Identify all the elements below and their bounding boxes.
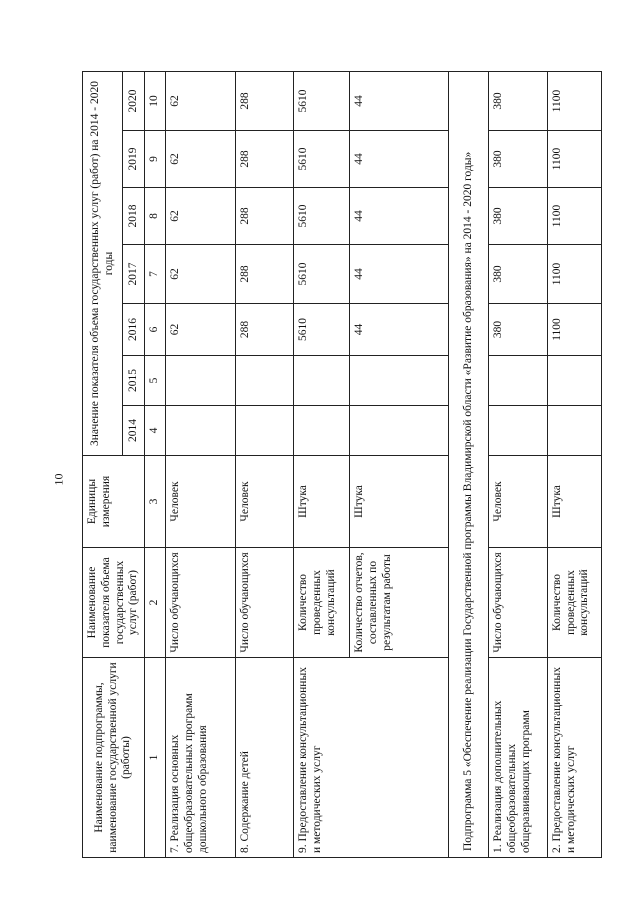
value-cell: 288 — [235, 72, 293, 131]
value-cell: 62 — [165, 131, 235, 188]
value-cell: 288 — [235, 188, 293, 245]
value-cell: 44 — [350, 131, 449, 188]
indicator-name: Количество проведенных консультаций — [547, 548, 601, 658]
value-cell: 62 — [165, 245, 235, 304]
indicator-name: Число обучающихся — [165, 548, 235, 658]
header-indicator: Наименование показателя объема государственных услуг (работ) — [83, 548, 145, 658]
col-number: 9 — [145, 131, 166, 188]
services-volume-table — [82, 71, 602, 858]
value-cell: 380 — [489, 131, 547, 188]
col-number: 5 — [145, 356, 166, 406]
value-cell — [165, 356, 235, 406]
value-cell: 380 — [489, 72, 547, 131]
page-number: 10 — [51, 473, 66, 486]
value-cell: 1100 — [547, 245, 601, 304]
value-cell: 1100 — [547, 188, 601, 245]
value-cell: 380 — [489, 304, 547, 356]
header-year: 2016 — [123, 304, 145, 356]
value-cell — [547, 406, 601, 456]
table-row — [294, 72, 350, 858]
header-unit: Единицы измерения — [83, 456, 145, 548]
value-cell: 1100 — [547, 304, 601, 356]
value-cell — [294, 356, 350, 406]
unit: Человек — [165, 456, 235, 548]
header-name: Наименование подпрограммы, наименование государственной услуги (работы) — [83, 658, 145, 858]
subprogram-title: Подпрограмма 5 «Обеспечение реализации Государственной программы Владимирской области «Развитие образования» на 2014 - 2020 годы» — [448, 72, 488, 858]
value-cell — [294, 406, 350, 456]
value-cell — [489, 406, 547, 456]
unit: Человек — [235, 456, 293, 548]
value-cell: 288 — [235, 304, 293, 356]
col-number: 7 — [145, 245, 166, 304]
value-cell: 1100 — [547, 131, 601, 188]
value-cell: 62 — [165, 188, 235, 245]
indicator-name: Количество проведенных консультаций — [294, 548, 350, 658]
value-cell: 44 — [350, 72, 449, 131]
table-row — [489, 72, 547, 858]
value-cell: 44 — [350, 188, 449, 245]
service-name: 8. Содержание детей — [235, 658, 293, 858]
unit: Штука — [294, 456, 350, 548]
col-number: 1 — [145, 658, 166, 858]
value-cell: 288 — [235, 131, 293, 188]
value-cell — [165, 406, 235, 456]
value-cell — [235, 406, 293, 456]
value-cell: 380 — [489, 245, 547, 304]
value-cell: 5610 — [294, 72, 350, 131]
header-year: 2018 — [123, 188, 145, 245]
col-number: 2 — [145, 548, 166, 658]
value-cell: 62 — [165, 72, 235, 131]
value-cell: 5610 — [294, 304, 350, 356]
value-cell: 1100 — [547, 72, 601, 131]
header-values-group: Значение показателя объема государственных услуг (работ) на 2014 - 2020 годы — [83, 72, 123, 456]
col-number: 3 — [145, 456, 166, 548]
value-cell: 5610 — [294, 245, 350, 304]
header-year: 2017 — [123, 245, 145, 304]
header-year: 2019 — [123, 131, 145, 188]
value-cell: 380 — [489, 188, 547, 245]
service-name: 2. Предоставление консультационных и методических услуг — [547, 658, 601, 858]
unit: Штука — [350, 456, 449, 548]
value-cell — [350, 356, 449, 406]
value-cell — [547, 356, 601, 406]
subprogram-row — [448, 72, 488, 858]
unit: Человек — [489, 456, 547, 548]
value-cell: 5610 — [294, 188, 350, 245]
value-cell — [489, 356, 547, 406]
table-row — [547, 72, 601, 858]
value-cell — [350, 406, 449, 456]
service-name: 9. Предоставление консультационных и методических услуг — [294, 658, 449, 858]
col-number: 4 — [145, 406, 166, 456]
header-year: 2020 — [123, 72, 145, 131]
indicator-name: Число обучающихся — [235, 548, 293, 658]
unit: Штука — [547, 456, 601, 548]
header-year: 2015 — [123, 356, 145, 406]
col-number: 6 — [145, 304, 166, 356]
header-year: 2014 — [123, 406, 145, 456]
col-number: 10 — [145, 72, 166, 131]
value-cell: 288 — [235, 245, 293, 304]
value-cell: 5610 — [294, 131, 350, 188]
service-name: 7. Реализация основных общеобразовательных программ дошкольного образования — [165, 658, 235, 858]
service-name: 1. Реализация дополнительных общеобразовательных общеразвивающих программ — [489, 658, 547, 858]
col-number: 8 — [145, 188, 166, 245]
value-cell — [235, 356, 293, 406]
value-cell: 44 — [350, 304, 449, 356]
table-row — [165, 72, 235, 858]
value-cell: 44 — [350, 245, 449, 304]
table-row — [235, 72, 293, 858]
indicator-name: Количество отчетов, составленных по результатам работы — [350, 548, 449, 658]
rotated-table-container — [82, 72, 602, 858]
value-cell: 62 — [165, 304, 235, 356]
indicator-name: Число обучающихся — [489, 548, 547, 658]
